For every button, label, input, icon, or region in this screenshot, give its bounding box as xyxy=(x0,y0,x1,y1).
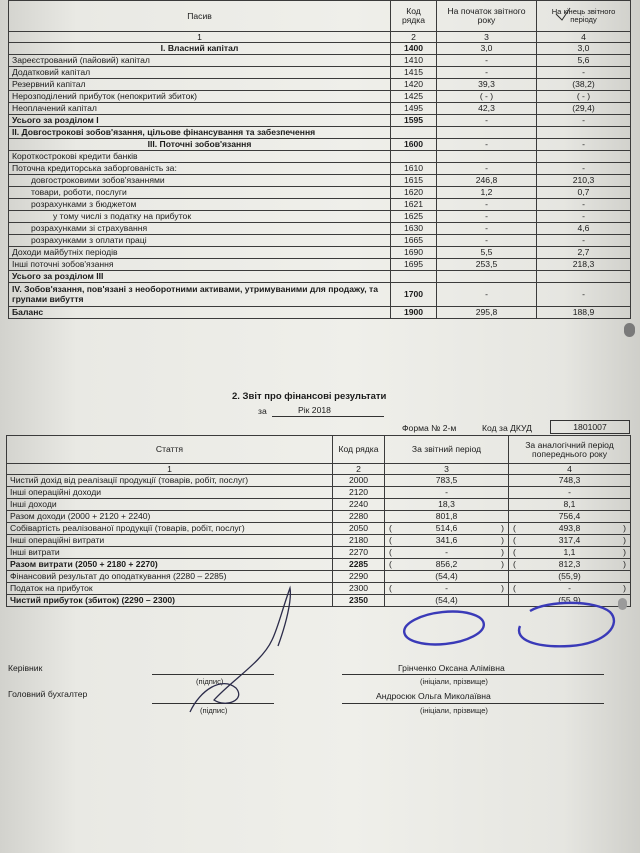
paren-close: ) xyxy=(623,523,626,534)
row-code: 2300 xyxy=(333,583,385,595)
row-code: 1690 xyxy=(391,247,437,259)
row-label: Інші операційні витрати xyxy=(7,535,333,547)
value-text: - xyxy=(445,583,448,594)
paren-open: ( xyxy=(513,583,516,594)
value-start: 5,5 xyxy=(437,247,537,259)
value-end: (29,4) xyxy=(537,103,631,115)
col-header-current: За звітний період xyxy=(385,436,509,464)
row-code: 1695 xyxy=(391,259,437,271)
row-code: 1600 xyxy=(391,139,437,151)
value-end: - xyxy=(537,199,631,211)
value-text: 317,4 xyxy=(558,535,581,546)
row-code: 1665 xyxy=(391,235,437,247)
value-text: 812,3 xyxy=(558,559,581,570)
paper-shadow xyxy=(624,323,635,337)
pen-checkmark xyxy=(556,8,570,20)
paren-close: ) xyxy=(623,559,626,570)
value-current: (54,4) xyxy=(385,595,509,607)
col-number: 1 xyxy=(7,464,333,475)
row-label: Поточна кредиторська заборгованість за: xyxy=(9,163,391,175)
signature-scribble xyxy=(190,588,290,712)
value-text: 341,6 xyxy=(435,535,458,546)
value-previous: 8,1 xyxy=(509,499,631,511)
paren-close: ) xyxy=(501,559,504,570)
paren-close: ) xyxy=(501,523,504,534)
value-current: (54,4) xyxy=(385,571,509,583)
row-label: розрахунками з бюджетом xyxy=(9,199,391,211)
paren-open: ( xyxy=(513,523,516,534)
col-header-start: На початок звітного року xyxy=(437,1,537,32)
value-end: - xyxy=(537,67,631,79)
value-previous: (55,9) xyxy=(509,595,631,607)
accountant-label: Головний бухгалтер xyxy=(8,689,88,699)
row-label: Разом доходи (2000 + 2120 + 2240) xyxy=(7,511,333,523)
row-label: Інші поточні зобов'язання xyxy=(9,259,391,271)
row-code: 2285 xyxy=(333,559,385,571)
circle-current-result xyxy=(403,608,486,648)
row-label: Інші операційні доходи xyxy=(7,487,333,499)
row-label: Податок на прибуток xyxy=(7,583,333,595)
value-text: 1,1 xyxy=(563,547,576,558)
value-start: - xyxy=(437,115,537,127)
row-code: 1420 xyxy=(391,79,437,91)
form-label: Форма № 2-м xyxy=(402,423,457,433)
report-period: Рік 2018 xyxy=(298,405,331,415)
col-header-code: Код рядка xyxy=(333,436,385,464)
value-end: 2,7 xyxy=(537,247,631,259)
row-label: Короткострокові кредити банків xyxy=(9,151,391,163)
row-code: 1495 xyxy=(391,103,437,115)
row-label: Інші витрати xyxy=(7,547,333,559)
col-header-end: На кінець звітного періоду xyxy=(537,1,631,32)
value-end: - xyxy=(537,139,631,151)
value-end: 218,3 xyxy=(537,259,631,271)
value-start: - xyxy=(437,199,537,211)
col-number: 4 xyxy=(509,464,631,475)
paren-open: ( xyxy=(513,559,516,570)
row-label: Баланс xyxy=(9,307,391,319)
row-label: Зареєстрований (пайовий) капітал xyxy=(9,55,391,67)
paren-open: ( xyxy=(389,559,392,570)
row-code: 1415 xyxy=(391,67,437,79)
paren-close: ) xyxy=(501,535,504,546)
row-code: 1900 xyxy=(391,307,437,319)
value-start: - xyxy=(437,223,537,235)
row-code: 1700 xyxy=(391,283,437,307)
value-end: 210,3 xyxy=(537,175,631,187)
value-previous: (55,9) xyxy=(509,571,631,583)
row-label: Усього за розділом III xyxy=(9,271,391,283)
value-start: - xyxy=(437,139,537,151)
manager-name-caption: (ініціали, прізвище) xyxy=(420,677,488,686)
paren-open: ( xyxy=(389,523,392,534)
value-current: 18,3 xyxy=(385,499,509,511)
manager-label: Керівник xyxy=(8,663,43,673)
row-label: Собівартість реалізованої продукції (товарів, робіт, послуг) xyxy=(7,523,333,535)
value-start: 39,3 xyxy=(437,79,537,91)
value-start: 42,3 xyxy=(437,103,537,115)
row-code: 2050 xyxy=(333,523,385,535)
row-code: 2180 xyxy=(333,535,385,547)
value-text: 514,6 xyxy=(435,523,458,534)
value-start: - xyxy=(437,211,537,223)
value-end: 5,6 xyxy=(537,55,631,67)
col-header-previous: За аналогічний період попереднього року xyxy=(509,436,631,464)
paren-close: ) xyxy=(501,547,504,558)
row-code: 2270 xyxy=(333,547,385,559)
row-label: розрахунками зі страхування xyxy=(9,223,391,235)
paren-close: ) xyxy=(623,535,626,546)
value-end: - xyxy=(537,163,631,175)
paren-close: ) xyxy=(623,547,626,558)
circle-previous-result xyxy=(519,603,614,646)
value-current: - xyxy=(385,487,509,499)
value-end: - xyxy=(537,211,631,223)
col-header-code: Код рядка xyxy=(391,1,437,32)
col-number: 2 xyxy=(391,32,437,43)
dkud-label: Код за ДКУД xyxy=(482,423,532,433)
row-code: 2290 xyxy=(333,571,385,583)
paren-close: ) xyxy=(501,583,504,594)
row-code: 2280 xyxy=(333,511,385,523)
value-text: 493,8 xyxy=(558,523,581,534)
value-start: ( - ) xyxy=(437,91,537,103)
value-end: - xyxy=(537,115,631,127)
paren-open: ( xyxy=(513,547,516,558)
paren-open: ( xyxy=(513,535,516,546)
row-code: 1400 xyxy=(391,43,437,55)
period-prefix: за xyxy=(258,406,267,416)
value-text: - xyxy=(568,583,571,594)
value-start: 295,8 xyxy=(437,307,537,319)
row-label: у тому числі з податку на прибуток xyxy=(9,211,391,223)
row-label: II. Довгострокові зобов'язання, цільове фінансування та забезпечення xyxy=(9,127,391,139)
row-code: 1610 xyxy=(391,163,437,175)
row-label: Додатковий капітал xyxy=(9,67,391,79)
value-start: 246,8 xyxy=(437,175,537,187)
row-code: 2240 xyxy=(333,499,385,511)
accountant-sign-caption: (підпис) xyxy=(200,706,228,715)
value-end: ( - ) xyxy=(537,91,631,103)
value-text: - xyxy=(445,547,448,558)
value-start: - xyxy=(437,283,537,307)
row-label: Доходи майбутніх періодів xyxy=(9,247,391,259)
paren-close: ) xyxy=(623,583,626,594)
value-start: 253,5 xyxy=(437,259,537,271)
row-label: Неоплачений капітал xyxy=(9,103,391,115)
value-end: 3,0 xyxy=(537,43,631,55)
value-end: 188,9 xyxy=(537,307,631,319)
value-end: - xyxy=(537,283,631,307)
row-label: Разом витрати (2050 + 2180 + 2270) xyxy=(7,559,333,571)
row-label: Чистий дохід від реалізації продукції (товарів, робіт, послуг) xyxy=(7,475,333,487)
value-start: 1,2 xyxy=(437,187,537,199)
row-code: 1625 xyxy=(391,211,437,223)
col-number: 2 xyxy=(333,464,385,475)
row-label: Чистий прибуток (збиток) (2290 – 2300) xyxy=(7,595,333,607)
value-current: 783,5 xyxy=(385,475,509,487)
row-label: Нерозподілений прибуток (непокритий збиток) xyxy=(9,91,391,103)
col-number: 3 xyxy=(437,32,537,43)
row-code: 2120 xyxy=(333,487,385,499)
col-header-liabilities: Пасив xyxy=(9,1,391,32)
row-label: III. Поточні зобов'язання xyxy=(9,139,391,151)
value-text: 856,2 xyxy=(435,559,458,570)
row-label: розрахунками з оплати праці xyxy=(9,235,391,247)
value-start: 3,0 xyxy=(437,43,537,55)
row-code: 2350 xyxy=(333,595,385,607)
row-label: товари, роботи, послуги xyxy=(9,187,391,199)
paren-open: ( xyxy=(389,547,392,558)
row-code: 1621 xyxy=(391,199,437,211)
row-label: Усього за розділом I xyxy=(9,115,391,127)
row-code: 1595 xyxy=(391,115,437,127)
value-start: - xyxy=(437,55,537,67)
col-number: 4 xyxy=(537,32,631,43)
value-start: - xyxy=(437,163,537,175)
row-code: 1630 xyxy=(391,223,437,235)
manager-name: Грінченко Оксана Алімівна xyxy=(398,663,505,673)
row-label: I. Власний капітал xyxy=(9,43,391,55)
value-end: - xyxy=(537,235,631,247)
col-number: 3 xyxy=(385,464,509,475)
value-previous: - xyxy=(509,487,631,499)
col-header-article: Стаття xyxy=(7,436,333,464)
row-code: 1615 xyxy=(391,175,437,187)
value-start: - xyxy=(437,235,537,247)
accountant-name: Андросюк Ольга Миколаївна xyxy=(376,691,491,701)
paper-shadow xyxy=(618,598,627,610)
value-current: 801,8 xyxy=(385,511,509,523)
row-label: IV. Зобов'язання, пов'язані з необоротними активами, утримуваними для продажу, та групами вибуття xyxy=(9,283,391,307)
row-code: 1620 xyxy=(391,187,437,199)
value-previous: 756,4 xyxy=(509,511,631,523)
row-label: Резервний капітал xyxy=(9,79,391,91)
paren-open: ( xyxy=(389,535,392,546)
row-code: 1410 xyxy=(391,55,437,67)
report-title: 2. Звіт про фінансові результати xyxy=(232,391,387,402)
value-end: 4,6 xyxy=(537,223,631,235)
row-code: 2000 xyxy=(333,475,385,487)
accountant-name-caption: (ініціали, прізвище) xyxy=(420,706,488,715)
col-number: 1 xyxy=(9,32,391,43)
row-label: Фінансовий результат до оподаткування (2280 – 2285) xyxy=(7,571,333,583)
value-end: 0,7 xyxy=(537,187,631,199)
value-previous: 748,3 xyxy=(509,475,631,487)
value-start: - xyxy=(437,67,537,79)
manager-sign-caption: (підпис) xyxy=(196,677,224,686)
row-label: Інші доходи xyxy=(7,499,333,511)
dkud-code: 1801007 xyxy=(550,420,630,434)
paren-open: ( xyxy=(389,583,392,594)
row-code: 1425 xyxy=(391,91,437,103)
row-label: довгостроковими зобов'язаннями xyxy=(9,175,391,187)
value-end: (38,2) xyxy=(537,79,631,91)
